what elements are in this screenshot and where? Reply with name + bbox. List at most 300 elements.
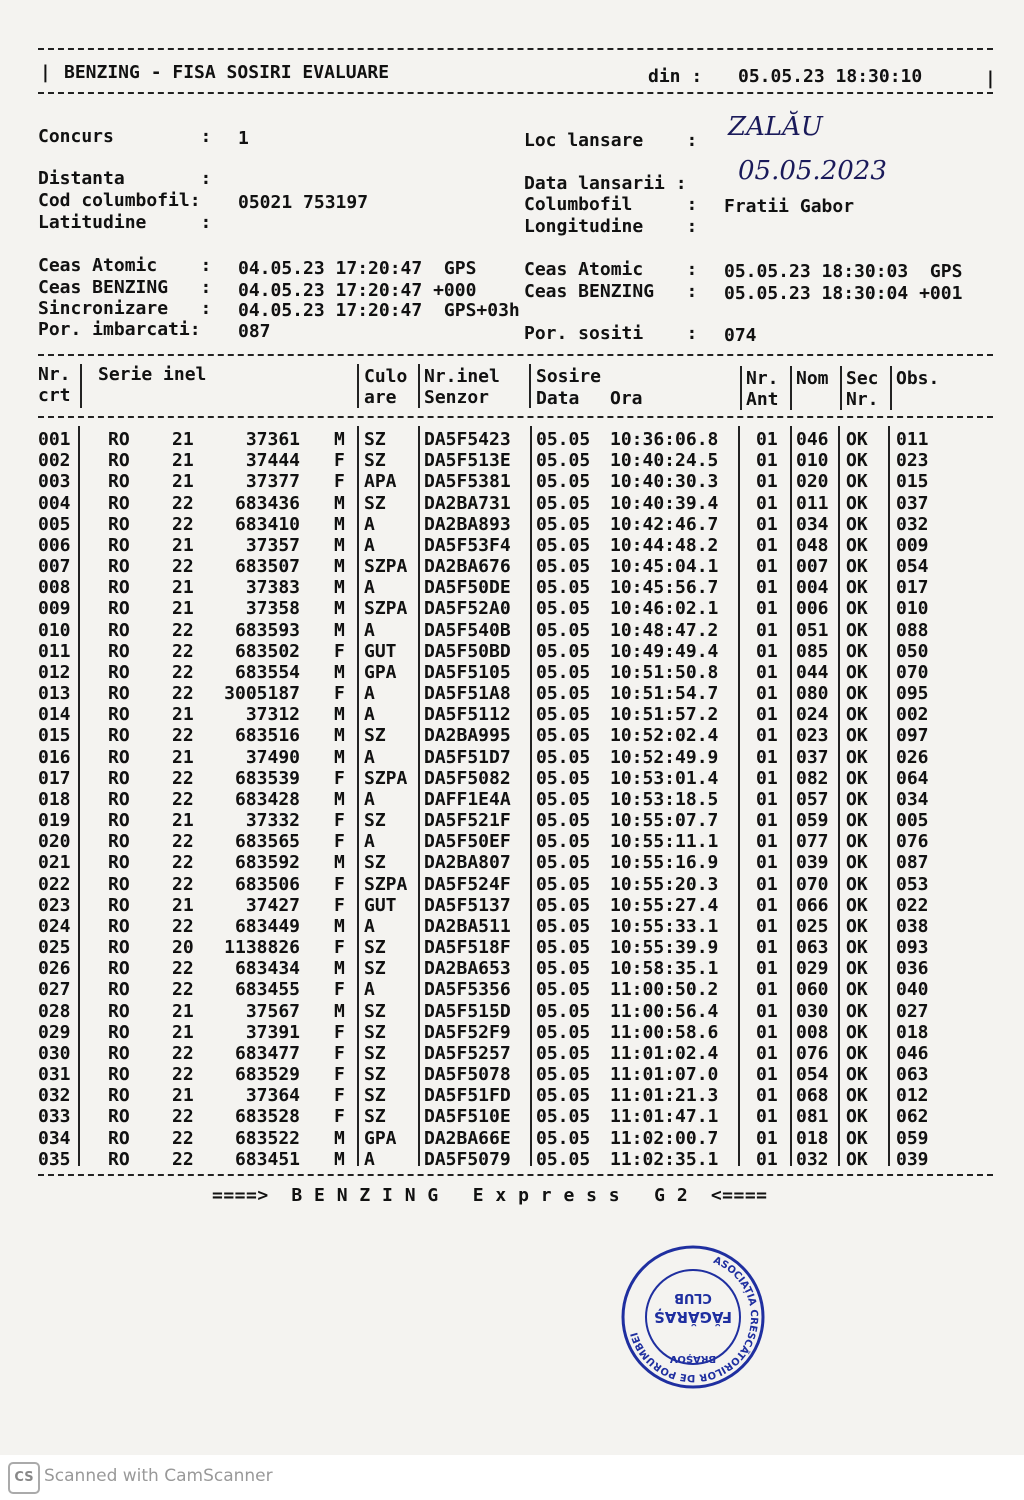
cell-year: 21 [172, 429, 194, 450]
cell-culoare: SZPA [364, 767, 408, 789]
cell-obs: 027 [896, 1000, 929, 1022]
distanta-label: Distanta : [38, 168, 212, 189]
cell-culoare: GUT [364, 894, 397, 916]
cell-ora: 11:01:02.4 [610, 1042, 719, 1064]
cell-nr-ant: 01 [756, 979, 778, 1001]
cell-year: 22 [172, 873, 194, 895]
cell-year: 22 [172, 725, 194, 747]
cell-year: 22 [172, 831, 194, 853]
cell-country: RO [108, 1021, 130, 1043]
cell-nr-crt: 005 [38, 513, 71, 535]
cell-nom: 044 [796, 661, 829, 683]
cell-nr-crt: 032 [38, 1085, 71, 1107]
cell-nr-inel-senzor: DA2BA807 [424, 852, 511, 874]
body-sep [790, 426, 792, 1166]
cell-nr-crt: 035 [38, 1148, 71, 1170]
cell-nr-crt: 014 [38, 704, 71, 726]
cell-nr-inel-senzor: DA5F52A0 [424, 598, 511, 620]
por-sositi-value: 074 [724, 325, 757, 346]
cell-year: 22 [172, 619, 194, 641]
cell-obs: 010 [896, 598, 929, 620]
cell-nr-crt: 010 [38, 619, 71, 641]
camscanner-text: Scanned with CamScanner [44, 1466, 273, 1486]
cell-country: RO [108, 810, 130, 832]
cell-nom: 006 [796, 598, 829, 620]
cell-sex: M [334, 788, 345, 810]
cell-sex: M [334, 492, 345, 514]
cell-country: RO [108, 450, 130, 472]
cell-nom: 011 [796, 492, 829, 514]
cell-ora: 10:55:39.9 [610, 937, 719, 959]
cell-sec-nr: OK [846, 492, 868, 514]
cell-nr-crt: 004 [38, 492, 71, 514]
cell-obs: 070 [896, 661, 929, 683]
cell-country: RO [108, 1148, 130, 1170]
cell-sex: F [334, 1064, 345, 1086]
cell-culoare: SZ [364, 1085, 386, 1107]
cell-culoare: SZ [364, 450, 386, 472]
cell-culoare: A [364, 619, 375, 641]
cell-culoare: A [364, 513, 375, 535]
cell-nom: 018 [796, 1127, 829, 1149]
col-sec-1: Sec [846, 368, 879, 389]
cell-ora: 10:46:02.1 [610, 598, 719, 620]
cell-nr-inel-senzor: DA5F51A8 [424, 683, 511, 705]
cell-culoare: A [364, 788, 375, 810]
cell-ora: 10:40:24.5 [610, 450, 719, 472]
cell-ring-number: 683428 [234, 788, 300, 810]
cell-sex: M [334, 746, 345, 768]
cell-country: RO [108, 1127, 130, 1149]
cell-sec-nr: OK [846, 1127, 868, 1149]
cell-nr-ant: 01 [756, 450, 778, 472]
cell-nom: 032 [796, 1148, 829, 1170]
cell-sec-nr: OK [846, 746, 868, 768]
body-sep [418, 426, 420, 1166]
cell-nr-inel-senzor: DA5F5257 [424, 1042, 511, 1064]
cell-culoare: SZPA [364, 873, 408, 895]
cell-obs: 064 [896, 767, 929, 789]
cell-sec-nr: OK [846, 831, 868, 853]
cell-nr-inel-senzor: DA2BA511 [424, 915, 511, 937]
cell-nr-crt: 007 [38, 556, 71, 578]
cell-country: RO [108, 746, 130, 768]
cell-country: RO [108, 831, 130, 853]
cell-sex: F [334, 873, 345, 895]
cell-nom: 059 [796, 810, 829, 832]
cell-nr-crt: 020 [38, 831, 71, 853]
benzing-express-banner: ====> B E N Z I N G E x p r e s s G 2 <==== [212, 1185, 768, 1206]
cell-country: RO [108, 471, 130, 493]
cell-country: RO [108, 577, 130, 599]
cell-country: RO [108, 534, 130, 556]
ceas-atomic-value-right: 05.05.23 18:30:03 GPS [724, 261, 963, 282]
col-sec-2: Nr. [846, 389, 879, 410]
cell-obs: 053 [896, 873, 929, 895]
cell-ring-number: 683436 [234, 492, 300, 514]
cell-country: RO [108, 979, 130, 1001]
cell-year: 21 [172, 810, 194, 832]
cell-country: RO [108, 556, 130, 578]
cell-ora: 10:48:47.2 [610, 619, 719, 641]
cell-nr-inel-senzor: DAFF1E4A [424, 788, 511, 810]
cell-sex: F [334, 1085, 345, 1107]
cell-nom: 030 [796, 1000, 829, 1022]
cell-ora: 11:02:35.1 [610, 1148, 719, 1170]
cell-sex: M [334, 556, 345, 578]
col-serie-inel: Serie inel [98, 364, 207, 385]
cell-nr-inel-senzor: DA5F5082 [424, 767, 511, 789]
cell-ring-number: 37332 [245, 810, 300, 832]
camscanner-logo-icon: CS [8, 1462, 40, 1494]
cell-nr-inel-senzor: DA5F540B [424, 619, 511, 641]
cell-year: 21 [172, 1021, 194, 1043]
hdr-sep [790, 366, 792, 410]
cell-nr-ant: 01 [756, 471, 778, 493]
cell-nr-inel-senzor: DA2BA653 [424, 958, 511, 980]
cell-nr-ant: 01 [756, 1000, 778, 1022]
cell-ring-number: 683593 [234, 619, 300, 641]
cell-sec-nr: OK [846, 915, 868, 937]
cell-ora: 11:01:21.3 [610, 1085, 719, 1107]
body-sep [357, 426, 359, 1166]
cell-sec-nr: OK [846, 577, 868, 599]
cell-obs: 026 [896, 746, 929, 768]
col-obs: Obs. [896, 368, 940, 389]
cell-year: 22 [172, 958, 194, 980]
din-label: din : [648, 66, 703, 87]
cell-ora: 10:44:48.2 [610, 534, 719, 556]
cell-sec-nr: OK [846, 1000, 868, 1022]
cell-nr-ant: 01 [756, 577, 778, 599]
cell-nr-ant: 01 [756, 958, 778, 980]
cell-ring-number: 37364 [245, 1085, 300, 1107]
cell-nr-inel-senzor: DA5F5078 [424, 1064, 511, 1086]
cell-culoare: SZPA [364, 556, 408, 578]
col-culoare-1: Culo [364, 366, 408, 387]
cell-country: RO [108, 619, 130, 641]
cell-nr-inel-senzor: DA5F515D [424, 1000, 511, 1022]
cell-nom: 066 [796, 894, 829, 916]
cell-sex: M [334, 915, 345, 937]
columbofil-value: Fratii Gabor [724, 196, 855, 217]
document-title: BENZING - FISA SOSIRI EVALUARE [64, 62, 390, 83]
ceas-atomic-label-right: Ceas Atomic : [524, 259, 698, 280]
cell-ora: 10:45:04.1 [610, 556, 719, 578]
cell-nr-crt: 002 [38, 450, 71, 472]
cell-sec-nr: OK [846, 556, 868, 578]
cell-obs: 097 [896, 725, 929, 747]
body-sep [530, 426, 532, 1166]
cell-nr-ant: 01 [756, 429, 778, 450]
cell-culoare: SZ [364, 958, 386, 980]
cell-culoare: SZPA [364, 598, 408, 620]
cell-obs: 054 [896, 556, 929, 578]
cell-sex: M [334, 619, 345, 641]
cell-country: RO [108, 915, 130, 937]
cell-nr-crt: 024 [38, 915, 71, 937]
cell-culoare: A [364, 831, 375, 853]
cell-country: RO [108, 767, 130, 789]
cell-country: RO [108, 958, 130, 980]
cell-nom: 023 [796, 725, 829, 747]
cell-sex: F [334, 471, 345, 493]
col-nom: Nom [796, 368, 829, 389]
cell-sex: F [334, 767, 345, 789]
cell-sex: M [334, 704, 345, 726]
cell-obs: 005 [896, 810, 929, 832]
cell-sec-nr: OK [846, 958, 868, 980]
cell-nr-crt: 033 [38, 1106, 71, 1128]
cell-nr-inel-senzor: DA5F510E [424, 1106, 511, 1128]
stamp-club: CLUB [674, 1290, 712, 1305]
cell-data: 05.05 [536, 619, 591, 641]
cell-country: RO [108, 788, 130, 810]
cell-ora: 10:42:46.7 [610, 513, 719, 535]
cell-ora: 10:58:35.1 [610, 958, 719, 980]
body-sep [838, 426, 840, 1166]
cell-sex: F [334, 979, 345, 1001]
cell-sec-nr: OK [846, 450, 868, 472]
cell-nom: 063 [796, 937, 829, 959]
cell-nr-crt: 022 [38, 873, 71, 895]
cell-culoare: A [364, 1148, 375, 1170]
cell-nom: 025 [796, 915, 829, 937]
cell-nom: 010 [796, 450, 829, 472]
club-stamp [618, 1242, 768, 1392]
cell-nr-inel-senzor: DA5F5112 [424, 704, 511, 726]
hdr-sep [529, 364, 531, 408]
por-sositi-label: Por. sositi : [524, 323, 698, 344]
cell-nr-ant: 01 [756, 1085, 778, 1107]
cell-data: 05.05 [536, 831, 591, 853]
cell-nr-ant: 01 [756, 746, 778, 768]
cell-nr-inel-senzor: DA5F5079 [424, 1148, 511, 1170]
cell-data: 05.05 [536, 513, 591, 535]
cell-ora: 11:00:58.6 [610, 1021, 719, 1043]
cell-obs: 062 [896, 1106, 929, 1128]
cell-sex: M [334, 1148, 345, 1170]
cell-year: 21 [172, 577, 194, 599]
cell-ora: 11:00:56.4 [610, 1000, 719, 1022]
cell-country: RO [108, 1085, 130, 1107]
cell-year: 21 [172, 598, 194, 620]
cell-data: 05.05 [536, 873, 591, 895]
cell-nr-crt: 029 [38, 1021, 71, 1043]
cell-sec-nr: OK [846, 640, 868, 662]
cell-sec-nr: OK [846, 598, 868, 620]
cell-sec-nr: OK [846, 471, 868, 493]
cell-data: 05.05 [536, 661, 591, 683]
cell-ring-number: 37357 [245, 534, 300, 556]
cell-nr-crt: 001 [38, 429, 71, 450]
cell-obs: 011 [896, 429, 929, 450]
cell-data: 05.05 [536, 746, 591, 768]
ceas-atomic-label-left: Ceas Atomic : [38, 255, 212, 276]
cell-ring-number: 683516 [234, 725, 300, 747]
cell-ora: 11:01:07.0 [610, 1064, 719, 1086]
cell-ring-number: 37312 [245, 704, 300, 726]
ceas-atomic-value-left: 04.05.23 17:20:47 GPS [238, 258, 477, 279]
cell-nr-ant: 01 [756, 640, 778, 662]
cell-ring-number: 683455 [234, 979, 300, 1001]
cell-nr-inel-senzor: DA2BA731 [424, 492, 511, 514]
cell-ring-number: 37391 [245, 1021, 300, 1043]
cell-sex: F [334, 450, 345, 472]
header-bottom-rule [38, 92, 993, 94]
cell-culoare: SZ [364, 1064, 386, 1086]
cell-data: 05.05 [536, 725, 591, 747]
cell-ora: 10:55:33.1 [610, 915, 719, 937]
cell-nom: 060 [796, 979, 829, 1001]
cell-data: 05.05 [536, 598, 591, 620]
cell-year: 22 [172, 788, 194, 810]
cell-nr-inel-senzor: DA5F51D7 [424, 746, 511, 768]
cell-sex: M [334, 429, 345, 450]
cell-obs: 018 [896, 1021, 929, 1043]
cell-ora: 10:45:56.7 [610, 577, 719, 599]
cell-culoare: APA [364, 471, 397, 493]
cell-nr-crt: 027 [38, 979, 71, 1001]
cell-sec-nr: OK [846, 810, 868, 832]
stamp-outer-text: ASOCIAȚIA CRESCĂTORILOR DE PORUMBEI [629, 1255, 760, 1384]
cell-sex: M [334, 577, 345, 599]
cell-obs: 063 [896, 1064, 929, 1086]
cell-nr-inel-senzor: DA2BA893 [424, 513, 511, 535]
cell-nom: 081 [796, 1106, 829, 1128]
hdr-sep [840, 366, 842, 410]
cell-culoare: SZ [364, 810, 386, 832]
col-culoare-2: are [364, 387, 397, 408]
cell-data: 05.05 [536, 577, 591, 599]
sincronizare-label: Sincronizare : [38, 298, 212, 319]
cell-nr-ant: 01 [756, 915, 778, 937]
cell-ora: 10:51:50.8 [610, 661, 719, 683]
cell-obs: 009 [896, 534, 929, 556]
cell-nr-inel-senzor: DA5F518F [424, 937, 511, 959]
cell-year: 22 [172, 683, 194, 705]
cell-data: 05.05 [536, 471, 591, 493]
cell-nom: 020 [796, 471, 829, 493]
cell-nr-ant: 01 [756, 937, 778, 959]
cell-data: 05.05 [536, 1021, 591, 1043]
cell-nr-ant: 01 [756, 1064, 778, 1086]
cell-data: 05.05 [536, 894, 591, 916]
hdr-sep [740, 366, 742, 410]
cell-sex: F [334, 1042, 345, 1064]
cell-nr-inel-senzor: DA2BA66E [424, 1127, 511, 1149]
cell-nr-ant: 01 [756, 1042, 778, 1064]
cell-country: RO [108, 894, 130, 916]
cell-sec-nr: OK [846, 979, 868, 1001]
cell-sec-nr: OK [846, 429, 868, 450]
table-top-rule [38, 354, 993, 356]
cell-ora: 10:55:07.7 [610, 810, 719, 832]
cell-country: RO [108, 1064, 130, 1086]
cell-nom: 051 [796, 619, 829, 641]
cell-culoare: SZ [364, 1021, 386, 1043]
data-lansarii-handwritten: 05.05.2023 [738, 156, 887, 186]
cell-sex: M [334, 661, 345, 683]
loc-lansare-label: Loc lansare : [524, 130, 698, 151]
cell-nom: 024 [796, 704, 829, 726]
cell-ora: 10:51:54.7 [610, 683, 719, 705]
cell-year: 22 [172, 1148, 194, 1170]
cell-obs: 032 [896, 513, 929, 535]
cell-culoare: SZ [364, 1000, 386, 1022]
cell-country: RO [108, 1000, 130, 1022]
cell-nr-crt: 016 [38, 746, 71, 768]
cell-sex: M [334, 534, 345, 556]
header-left-bar: | [40, 62, 51, 83]
col-data: Data [536, 388, 580, 409]
cell-sex: M [334, 598, 345, 620]
body-sep [78, 426, 80, 1166]
cell-data: 05.05 [536, 1148, 591, 1170]
cell-data: 05.05 [536, 492, 591, 514]
cell-obs: 015 [896, 471, 929, 493]
cell-nr-crt: 015 [38, 725, 71, 747]
cell-nr-inel-senzor: DA2BA676 [424, 556, 511, 578]
cell-year: 22 [172, 661, 194, 683]
cell-sec-nr: OK [846, 1085, 868, 1107]
cell-ora: 11:00:50.2 [610, 979, 719, 1001]
cell-data: 05.05 [536, 1000, 591, 1022]
cell-obs: 017 [896, 577, 929, 599]
cell-sec-nr: OK [846, 1064, 868, 1086]
cell-obs: 002 [896, 704, 929, 726]
cell-ora: 10:40:39.4 [610, 492, 719, 514]
hdr-sep [890, 366, 892, 410]
cell-nr-ant: 01 [756, 683, 778, 705]
cell-obs: 034 [896, 788, 929, 810]
cell-sex: M [334, 725, 345, 747]
cell-nr-ant: 01 [756, 704, 778, 726]
cell-nom: 076 [796, 1042, 829, 1064]
columbofil-label: Columbofil : [524, 194, 698, 215]
cell-nr-inel-senzor: DA5F50DE [424, 577, 511, 599]
cell-ring-number: 683434 [234, 958, 300, 980]
cell-nr-inel-senzor: DA5F53F4 [424, 534, 511, 556]
cell-culoare: GPA [364, 1127, 397, 1149]
cell-culoare: GUT [364, 640, 397, 662]
cell-nom: 082 [796, 767, 829, 789]
cell-country: RO [108, 1106, 130, 1128]
cell-ring-number: 683506 [234, 873, 300, 895]
cell-nom: 046 [796, 429, 829, 450]
cell-obs: 076 [896, 831, 929, 853]
cell-nom: 004 [796, 577, 829, 599]
cell-country: RO [108, 492, 130, 514]
cell-country: RO [108, 598, 130, 620]
cell-data: 05.05 [536, 915, 591, 937]
cell-nr-inel-senzor: DA5F52F9 [424, 1021, 511, 1043]
col-nr-crt-2: crt [38, 385, 71, 406]
cell-nom: 080 [796, 683, 829, 705]
cell-sec-nr: OK [846, 1148, 868, 1170]
cell-nr-ant: 01 [756, 556, 778, 578]
cell-ring-number: 3005187 [224, 683, 300, 705]
cell-sec-nr: OK [846, 937, 868, 959]
cell-nr-ant: 01 [756, 1021, 778, 1043]
cell-sex: M [334, 1000, 345, 1022]
cell-obs: 012 [896, 1085, 929, 1107]
cell-nr-ant: 01 [756, 598, 778, 620]
cell-data: 05.05 [536, 767, 591, 789]
col-nr-crt-1: Nr. [38, 364, 71, 385]
cell-ring-number: 683592 [234, 852, 300, 874]
cell-ring-number: 683410 [234, 513, 300, 535]
